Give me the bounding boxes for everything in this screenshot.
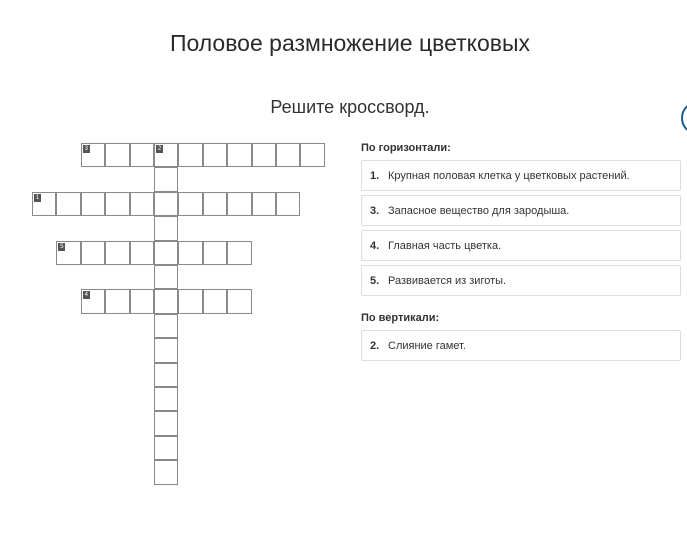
cell-number: 3 xyxy=(84,146,88,152)
clue-down-2[interactable] xyxy=(361,330,681,361)
clue-number: 5. xyxy=(370,275,380,287)
crossword-cell[interactable] xyxy=(154,241,178,265)
crossword-cell[interactable] xyxy=(81,143,105,167)
clue-text: Развивается из зиготы. xyxy=(388,275,507,287)
clue-across-4[interactable] xyxy=(361,230,681,261)
cell-number: 2 xyxy=(157,146,162,152)
crossword-cell[interactable] xyxy=(227,143,251,167)
crossword-cell[interactable] xyxy=(154,363,178,387)
crossword-cell[interactable] xyxy=(154,411,178,435)
across-heading: По горизонтали: xyxy=(361,142,451,154)
crossword-cell[interactable] xyxy=(154,167,178,191)
crossword-cell[interactable] xyxy=(227,192,251,216)
crossword-cell[interactable] xyxy=(203,143,227,167)
clue-across-1[interactable] xyxy=(361,160,681,191)
crossword-cell[interactable] xyxy=(56,241,80,265)
clue-number: 2. xyxy=(370,340,380,352)
crossword-cell[interactable] xyxy=(154,436,178,460)
crossword-cell[interactable] xyxy=(130,289,154,313)
crossword-cell[interactable] xyxy=(252,143,276,167)
crossword-cell[interactable] xyxy=(154,216,178,240)
page-title: Половое размножение цветковых xyxy=(169,30,531,56)
crossword-cell[interactable] xyxy=(130,241,154,265)
crossword-cell[interactable] xyxy=(154,265,178,289)
clue-text: Запасное вещество для зародыша. xyxy=(388,205,570,217)
crossword-cell[interactable] xyxy=(252,192,276,216)
crossword-cell[interactable] xyxy=(56,192,80,216)
crossword-cell[interactable] xyxy=(203,289,227,313)
crossword-cell[interactable] xyxy=(105,241,129,265)
page-subtitle: Решите кроссворд. xyxy=(270,97,430,117)
crossword-cell[interactable] xyxy=(227,289,251,313)
crossword-cell[interactable] xyxy=(81,289,105,313)
crossword-cell[interactable] xyxy=(105,143,129,167)
clues-panel xyxy=(361,142,681,365)
crossword-cell[interactable] xyxy=(178,289,202,313)
cell-number: 4 xyxy=(84,292,88,299)
crossword-cell[interactable] xyxy=(81,192,105,216)
crossword-cell[interactable] xyxy=(203,241,227,265)
crossword-cell[interactable] xyxy=(227,241,251,265)
crossword-cell[interactable] xyxy=(154,460,178,484)
crossword-cell[interactable] xyxy=(154,289,178,313)
crossword-cell[interactable] xyxy=(105,192,129,216)
cell-number: 1 xyxy=(35,194,40,201)
crossword-cell[interactable] xyxy=(300,143,324,167)
clue-text: Слияние гамет. xyxy=(388,340,466,352)
clue-across-3[interactable] xyxy=(361,195,681,226)
crossword-cell[interactable] xyxy=(276,192,300,216)
clue-number: 3. xyxy=(370,205,380,217)
down-heading: По вертикали: xyxy=(361,312,440,324)
crossword-cell[interactable] xyxy=(154,314,178,338)
clue-number: 4. xyxy=(370,240,380,252)
crossword-cell[interactable] xyxy=(178,192,202,216)
crossword-cell[interactable] xyxy=(154,387,178,411)
crossword-cell[interactable] xyxy=(105,289,129,313)
clue-text: Главная часть цветка. xyxy=(388,240,502,252)
clue-text: Крупная половая клетка у цветковых растений. xyxy=(388,170,630,182)
cell-number: 5 xyxy=(60,243,64,250)
crossword-cell[interactable] xyxy=(178,143,202,167)
crossword-cell[interactable] xyxy=(276,143,300,167)
crossword-cell[interactable] xyxy=(130,192,154,216)
clue-across-5[interactable] xyxy=(361,265,681,296)
crossword-cell[interactable] xyxy=(32,192,56,216)
crossword-cell[interactable] xyxy=(81,241,105,265)
crossword-cell[interactable] xyxy=(154,338,178,362)
crossword-cell[interactable] xyxy=(178,241,202,265)
crossword-cell[interactable] xyxy=(203,192,227,216)
crossword-cell[interactable] xyxy=(154,143,178,167)
crossword-cell[interactable] xyxy=(154,192,178,216)
clue-number: 1. xyxy=(370,170,380,182)
crossword-cell[interactable] xyxy=(130,143,154,167)
